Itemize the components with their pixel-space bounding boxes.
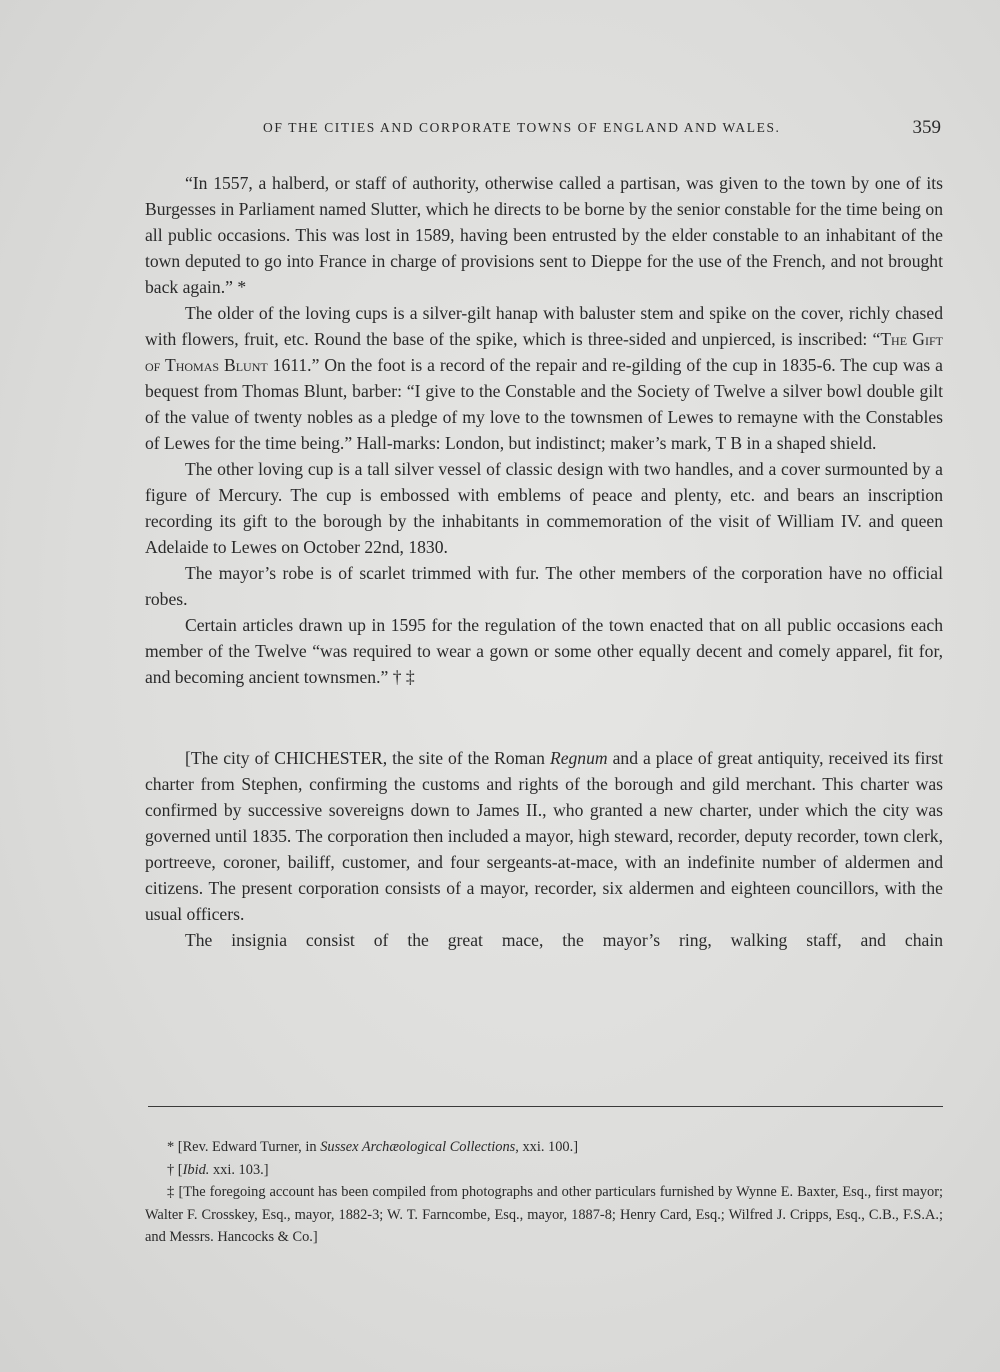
body-text: [145, 170, 943, 953]
paragraph-text: [The city of CHICHESTER, the site of the Roman: [185, 748, 550, 768]
footnote-text: xxi. 103.]: [209, 1161, 269, 1178]
footnote-text: * [Rev. Edward Turner, in: [167, 1139, 321, 1155]
paragraph-insignia: The insignia consist of the great mace, the mayor’s ring, walking staff, and chain: [185, 930, 943, 950]
paragraph-text: ” On the foot is a record of the repair and re-gilding of the cup in 1835-6. The cup was a bequest from Thomas Blunt, barber: “I give to the Constable and the Society of Twelve a silver bowl double gilt of the value of twenty nobles as a pledge of my love to the townsmen of Lewes to remayne with the Constables of Lewes for the time being.” Hall-marks: London, but indistinct; maker’s mark, T B in a shaped shield.: [145, 355, 943, 453]
paragraph-text: and a place of great antiquity, received its first charter from Stephen, confirming the customs and rights of the borough and gild merchant. This charter was confirmed by successive sovereigns down to James II., who granted a new charter, under which the city was governed until 1835. The corporation then included a mayor, high steward, recorder, deputy recorder, town clerk, portreeve, coroner, bailiff, customer, and four sergeants-at-mace, with an indefinite number of aldermen and citizens. The present corporation consists of a mayor, recorder, six aldermen and eighteen councillors, with the usual officers.: [145, 748, 943, 924]
footnote-1: [145, 1136, 943, 1159]
footnote-source: Sussex Archæological Collections: [320, 1139, 516, 1155]
footnote-rule: [148, 1106, 943, 1107]
page-number: 359: [912, 117, 941, 138]
paragraph-chichester: [145, 745, 943, 927]
running-title: OF THE CITIES AND CORPORATE TOWNS OF ENGLAND AND WALES.: [263, 120, 781, 135]
footnote-text: , xxi. 100.]: [515, 1139, 579, 1155]
running-head: [145, 117, 945, 142]
paragraph-halberd: “In 1557, a halberd, or staff of authority, otherwise called a partisan, was given to the town by one of its Burgesses in Parliament named Slutter, which he directs to be borne by the senior constable for the time being on all public occasions. This was lost in 1589, having been entrusted by the elder constable to an inhabitant of the town deputed to go into France in charge of provisions sent to Dieppe for the use of the French, and not brought back again.” *: [145, 173, 943, 297]
paragraph-other-loving-cup: The other loving cup is a tall silver vessel of classic design with two handles, and a cover surmounted by a figure of Mercury. The cup is embossed with emblems of peace and plenty, etc. and bears an inscription recording its gift to the borough by the inhabitants in commemoration of the visit of William IV. and queen Adelaide to Lewes on October 22nd, 1830.: [145, 459, 943, 557]
regnum-italic: Regnum: [549, 748, 608, 768]
section-gap: [145, 690, 943, 745]
footnote-ibid: Ibid.: [182, 1161, 210, 1178]
paragraph-articles-1595: Certain articles drawn up in 1595 for the regulation of the town enacted that on all public occasions each member of the Twelve “was required to wear a gown or some other equally decent and comely apparel, fit for, and becoming ancient townsmen.” † ‡: [145, 615, 943, 687]
paragraph-older-loving-cup: [145, 300, 943, 456]
paragraph-text: The older of the loving cups is a silver-gilt hanap with baluster stem and spike on the cover, richly chased with flowers, fruit, etc. Round the base of the spike, which is three-sided and unpierced, is inscribed: “: [145, 303, 943, 349]
paragraph-mayors-robe: The mayor’s robe is of scarlet trimmed with fur. The other members of the corporation have no official robes.: [145, 563, 943, 609]
footnotes: [145, 1136, 943, 1249]
cup-inscription: The Gift of Thomas Blunt 1611.: [145, 329, 943, 375]
footnote-3: ‡ [The foregoing account has been compiled from photographs and other particulars furnished by Wynne E. Baxter, Esq., first mayor; Walter F. Crosskey, Esq., mayor, 1882-3; W. T. Farncombe, Esq., mayor, 1887-8; Henry Card, Esq.; Wilfred J. Cripps, Esq., C.B., F.S.A.; and Messrs. Hancocks & Co.]: [145, 1184, 943, 1245]
footnote-2: [145, 1159, 943, 1182]
footnote-text: † [: [167, 1161, 183, 1178]
